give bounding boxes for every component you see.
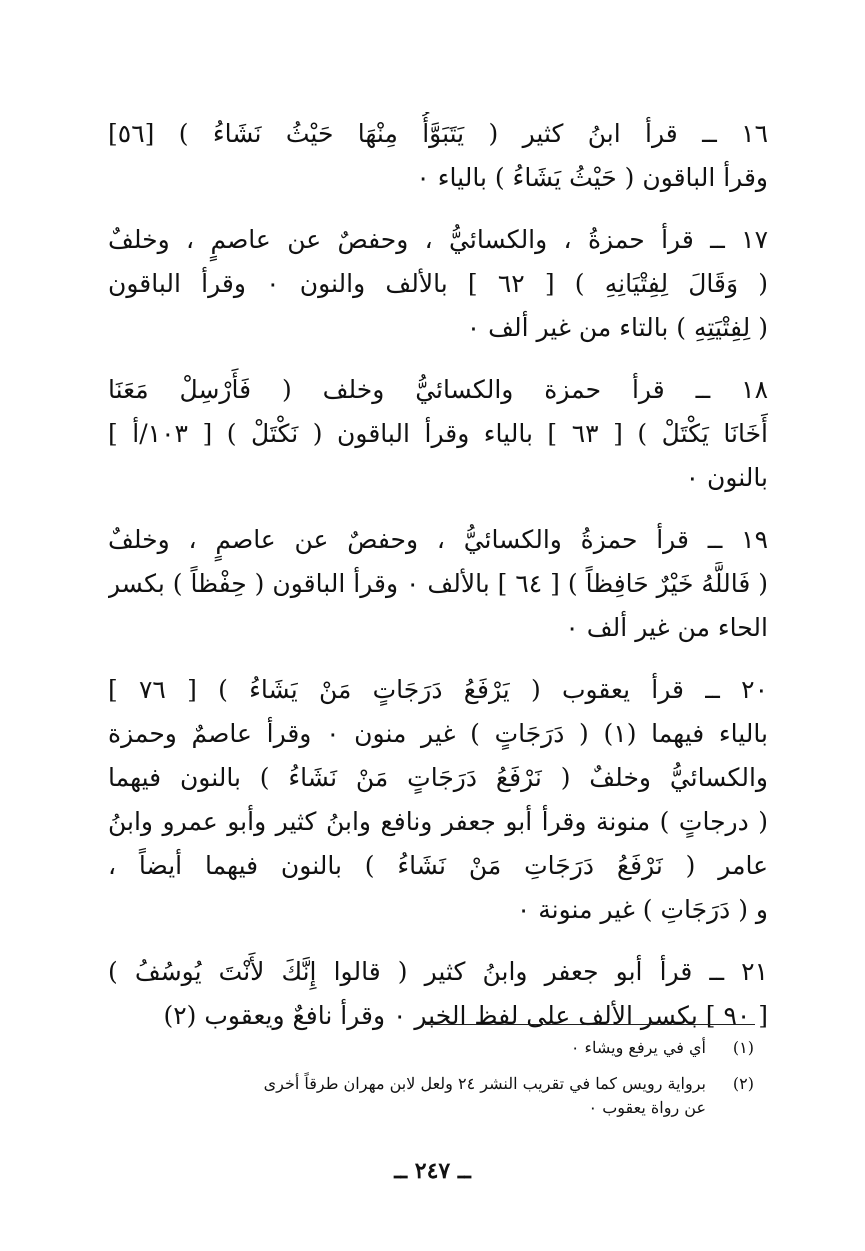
text-line: ( درجاتٍ ) منونة وقرأ أبو جعفر ونافع وابنُ كثير وأبو عمرو وابنُ	[108, 807, 768, 836]
footnote-line: برواية رويس كما في تقريب النشر ٢٤ ولعل لابن مهران طرقاً أخرى	[263, 1074, 706, 1093]
text-line: ١٩ ــ قرأ حمزةُ والكسائيُّ ، وحفصٌ عن عاصمٍ ، وخلفٌ	[108, 525, 768, 554]
footnote-separator	[425, 1024, 755, 1025]
text-line: ١٨ ــ قرأ حمزة والكسائيُّ وخلف ( فَأَرْسِلْ مَعَنَا	[108, 375, 768, 404]
footnote-line: عن رواة يعقوب ٠	[588, 1098, 706, 1117]
text-line: بالنون ٠	[685, 463, 768, 492]
paragraph	[108, 112, 768, 200]
text-line: بالياء فيهما (١) ( دَرَجَاتٍ ) غير منون ٠ وقرأ عاصمٌ وحمزة	[108, 719, 768, 748]
text-line: والكسائيُّ وخلفٌ ( نَرْفَعُ دَرَجَاتٍ مَنْ نَشَاءُ ) بالنون فيهما	[108, 763, 768, 792]
text-line: الحاء من غير ألف ٠	[565, 613, 768, 642]
footnote-number: (١)	[732, 1038, 754, 1057]
text-line: ١٧ ــ قرأ حمزةُ ، والكسائيُّ ، وحفصٌ عن عاصمٍ ، وخلفٌ	[108, 225, 768, 254]
text-line: عامر ( نَرْفَعُ دَرَجَاتِ مَنْ نَشَاءُ ) بالنون فيهما أيضاً ،	[108, 851, 768, 880]
main-text	[108, 112, 768, 1056]
text-line: أَخَانَا يَكْتَلْ ) [ ٦٣ ] بالياء وقرأ الباقون ( نَكْتَلْ ) [ ١٠٣/أ ]	[108, 419, 768, 448]
text-line: ( فَاللَّهُ خَيْرٌ حَافِظاً ) [ ٦٤ ] بالألف ٠ وقرأ الباقون ( حِفْظاً ) بكسر	[108, 569, 768, 598]
footnotes	[108, 1036, 754, 1132]
footnote-text	[108, 1072, 706, 1120]
text-line: ( وَقَالَ لِفِتْيَانِهِ ) [ ٦٢ ] بالألف والنون ٠ وقرأ الباقون	[108, 269, 768, 298]
paragraph	[108, 218, 768, 350]
footnote-number: (٢)	[732, 1074, 754, 1093]
paragraph	[108, 518, 768, 650]
text-line: وقرأ الباقون ( حَيْثُ يَشَاءُ ) بالياء ٠	[416, 163, 768, 192]
paragraph	[108, 668, 768, 932]
text-line: ٢٠ ــ قرأ يعقوب ( يَرْفَعُ دَرَجَاتٍ مَنْ يَشَاءُ ) [ ٧٦ ]	[108, 675, 768, 704]
text-line: ٢١ ــ قرأ أبو جعفر وابنُ كثير ( قالوا إِنَّكَ لأَنْتَ يُوسُفُ )	[108, 957, 768, 986]
paragraph	[108, 368, 768, 500]
page-number: ــ ٢٤٧ ــ	[394, 1158, 471, 1184]
footnote	[108, 1036, 754, 1060]
footnote	[108, 1072, 754, 1120]
text-line: [ ٩٠ ] بكسر الألف على لفظ الخبر ٠ وقرأ نافعٌ ويعقوب (٢)	[163, 1001, 768, 1030]
text-line: ١٦ ــ قرأ ابنُ كثير ( يَتَبَوَّأُ مِنْهَا حَيْثُ نَشَاءُ ) [٥٦]	[108, 119, 768, 148]
footnote-line: أي في يرفع ويشاء ٠	[570, 1038, 706, 1057]
text-line: و ( دَرَجَاتِ ) غير منونة ٠	[516, 895, 768, 924]
text-line: ( لِفِتْيَتِهِ ) بالتاء من غير ألف ٠	[466, 313, 768, 342]
footnote-text	[108, 1036, 706, 1060]
